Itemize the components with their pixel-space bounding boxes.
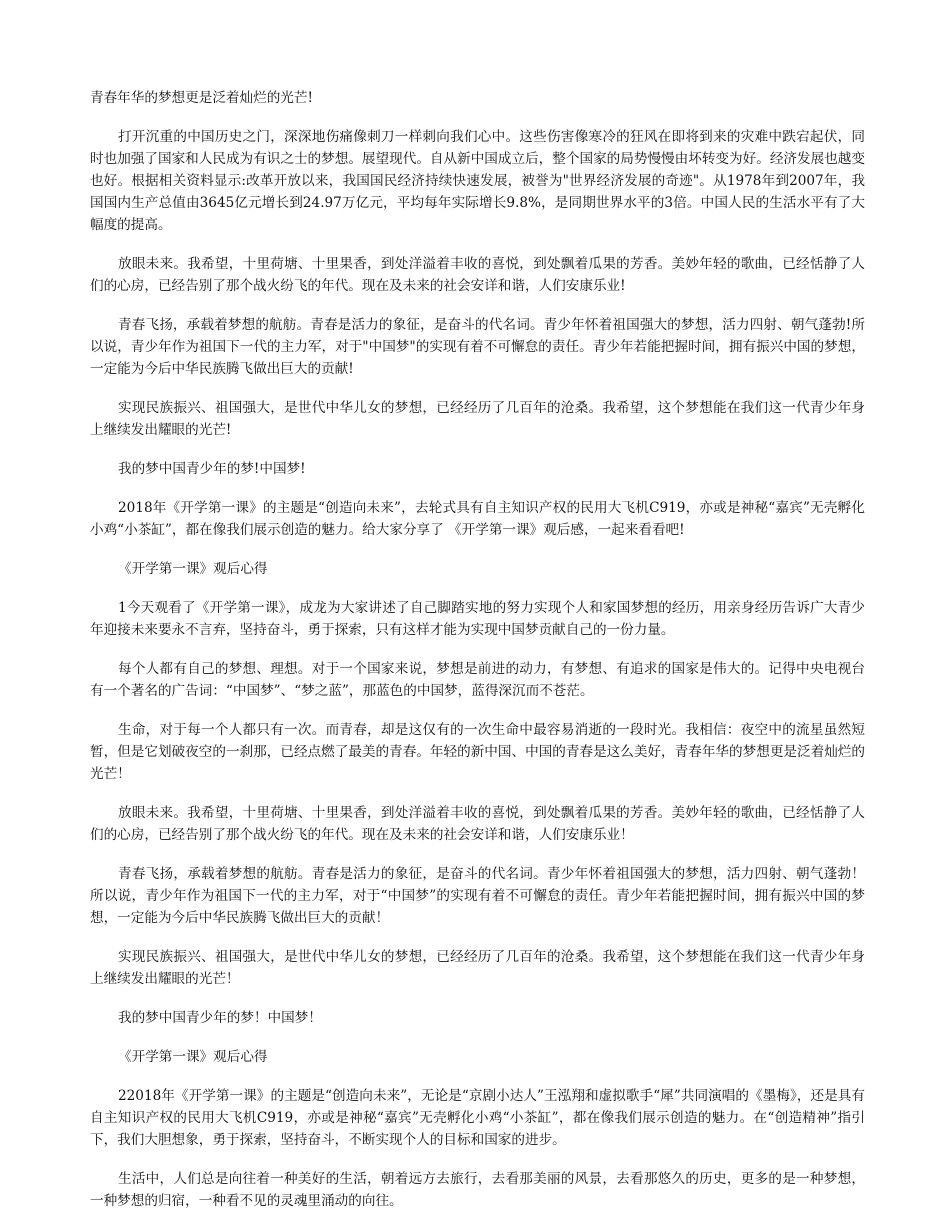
paragraph: 我的梦中国青少年的梦！中国梦！	[118, 1010, 322, 1026]
paragraph: 实现民族振兴、祖国强大，是世代中华儿女的梦想，已经经历了几百年的沧桑。我希望，这个梦想能在我们这一代青少年身上继续发出耀眼的光芒!	[90, 400, 865, 438]
paragraph: 青春飞扬，承载着梦想的航舫。青春是活力的象征，是奋斗的代名词。青少年怀着祖国强大的梦想，活力四射、朝气蓬勃!所以说，青少年作为祖国下一代的主力军，对于"中国梦"的实现有着不可懈怠的责任。青少年若能把握时间，拥有振兴中国的梦想，一定能为今后中华民族腾飞做出巨大的贡献!	[90, 317, 865, 377]
paragraph: 打开沉重的中国历史之门，深深地伤痛像刺刀一样刺向我们心中。这些伤害像寒冷的狂风在即将到来的灾难中跌宕起伏，同时也加强了国家和人民成为有识之士的梦想。展望现代。自从新中国成立后，整个国家的局势慢慢由坏转变为好。经济发展也越变也好。根据相关资料显示:改革开放以来，我国国民经济持续快速发展，被誉为"世界经济发展的奇迹"。从1978年到2007年，我国国内生产总值由3645亿元增长到24.97万亿元，平均每年实际增长9.8%，是同期世界水平的3倍。中国人民的生活水平有了大幅度的提高。	[90, 129, 865, 233]
paragraph: 生命，对于每一个人都只有一次。而青春，却是这仅有的一次生命中最容易消逝的一段时光。我相信：夜空中的流星虽然短暂，但是它划破夜空的一刹那，已经点燃了最美的青春。年轻的新中国、中国的青春是这么美好，青春年华的梦想更是泛着灿烂的光芒！	[90, 722, 865, 782]
paragraph: 2018年《开学第一课》的主题是“创造向未来”，去轮式具有自主知识产权的民用大飞机C919，亦或是神秘“嘉宾”无壳孵化小鸡“小茶缸”，都在像我们展示创造的魅力。给大家分享了 《开学第一课》观后感，一起来看看吧!	[90, 500, 865, 538]
section-heading: 《开学第一课》观后心得	[118, 561, 268, 577]
paragraph: 放眼未来。我希望，十里荷塘、十里果香，到处洋溢着丰收的喜悦，到处飘着瓜果的芳香。美妙年轻的歌曲，已经恬静了人们的心房，已经告别了那个战火纷飞的年代。现在及未来的社会安详和谐，人们安康乐业！	[90, 805, 865, 843]
paragraph: 22018年《开学第一课》的主题是“创造向未来”，无论是“京剧小达人”王泓翔和虚拟歌手“犀”共同演唱的《墨梅》，还是具有自主知识产权的民用大飞机C919，亦或是神秘“嘉宾”无壳孵化小鸡“小茶缸”，都在像我们展示创造的魅力。在“创造精神”指引下，我们大胆想象，勇于探索，坚持奋斗，不断实现个人的目标和国家的进步。	[90, 1088, 865, 1148]
paragraph: 放眼未来。我希望，十里荷塘、十里果香，到处洋溢着丰收的喜悦，到处飘着瓜果的芳香。美妙年轻的歌曲，已经恬静了人们的心房，已经告别了那个战火纷飞的年代。现在及未来的社会安详和谐，人们安康乐业!	[90, 256, 865, 294]
paragraph: 实现民族振兴、祖国强大，是世代中华儿女的梦想，已经经历了几百年的沧桑。我希望，这个梦想能在我们这一代青少年身上继续发出耀眼的光芒！	[90, 949, 865, 987]
paragraph: 1今天观看了《开学第一课》，成龙为大家讲述了自己脚踏实地的努力实现个人和家国梦想的经历，用亲身经历告诉广大青少年迎接未来要永不言弃，坚持奋斗，勇于探索，只有这样才能为实现中国梦贡献自己的一份力量。	[90, 600, 865, 638]
paragraph: 每个人都有自己的梦想、理想。对于一个国家来说，梦想是前进的动力，有梦想、有追求的国家是伟大的。记得中央电视台有一个著名的广告词：“中国梦”、“梦之蓝”，那蓝色的中国梦，蓝得深沉而不苍茫。	[90, 661, 865, 699]
paragraph: 青春年华的梦想更是泛着灿烂的光芒!	[90, 90, 313, 106]
paragraph: 我的梦中国青少年的梦!中国梦!	[118, 461, 306, 477]
paragraph: 生活中，人们总是向往着一种美好的生活，朝着远方去旅行，去看那美丽的风景，去看那悠久的历史，更多的是一种梦想，一种梦想的归宿，一种看不见的灵魂里涌动的向往。	[90, 1171, 865, 1209]
paragraph: 青春飞扬，承载着梦想的航舫。青春是活力的象征，是奋斗的代名词。青少年怀着祖国强大的梦想，活力四射、朝气蓬勃！所以说，青少年作为祖国下一代的主力军，对于“中国梦”的实现有着不可懈怠的责任。青少年若能把握时间，拥有振兴中国的梦想，一定能为今后中华民族腾飞做出巨大的贡献！	[90, 866, 865, 926]
document-body	[90, 87, 865, 1229]
section-heading: 《开学第一课》观后心得	[118, 1049, 268, 1065]
